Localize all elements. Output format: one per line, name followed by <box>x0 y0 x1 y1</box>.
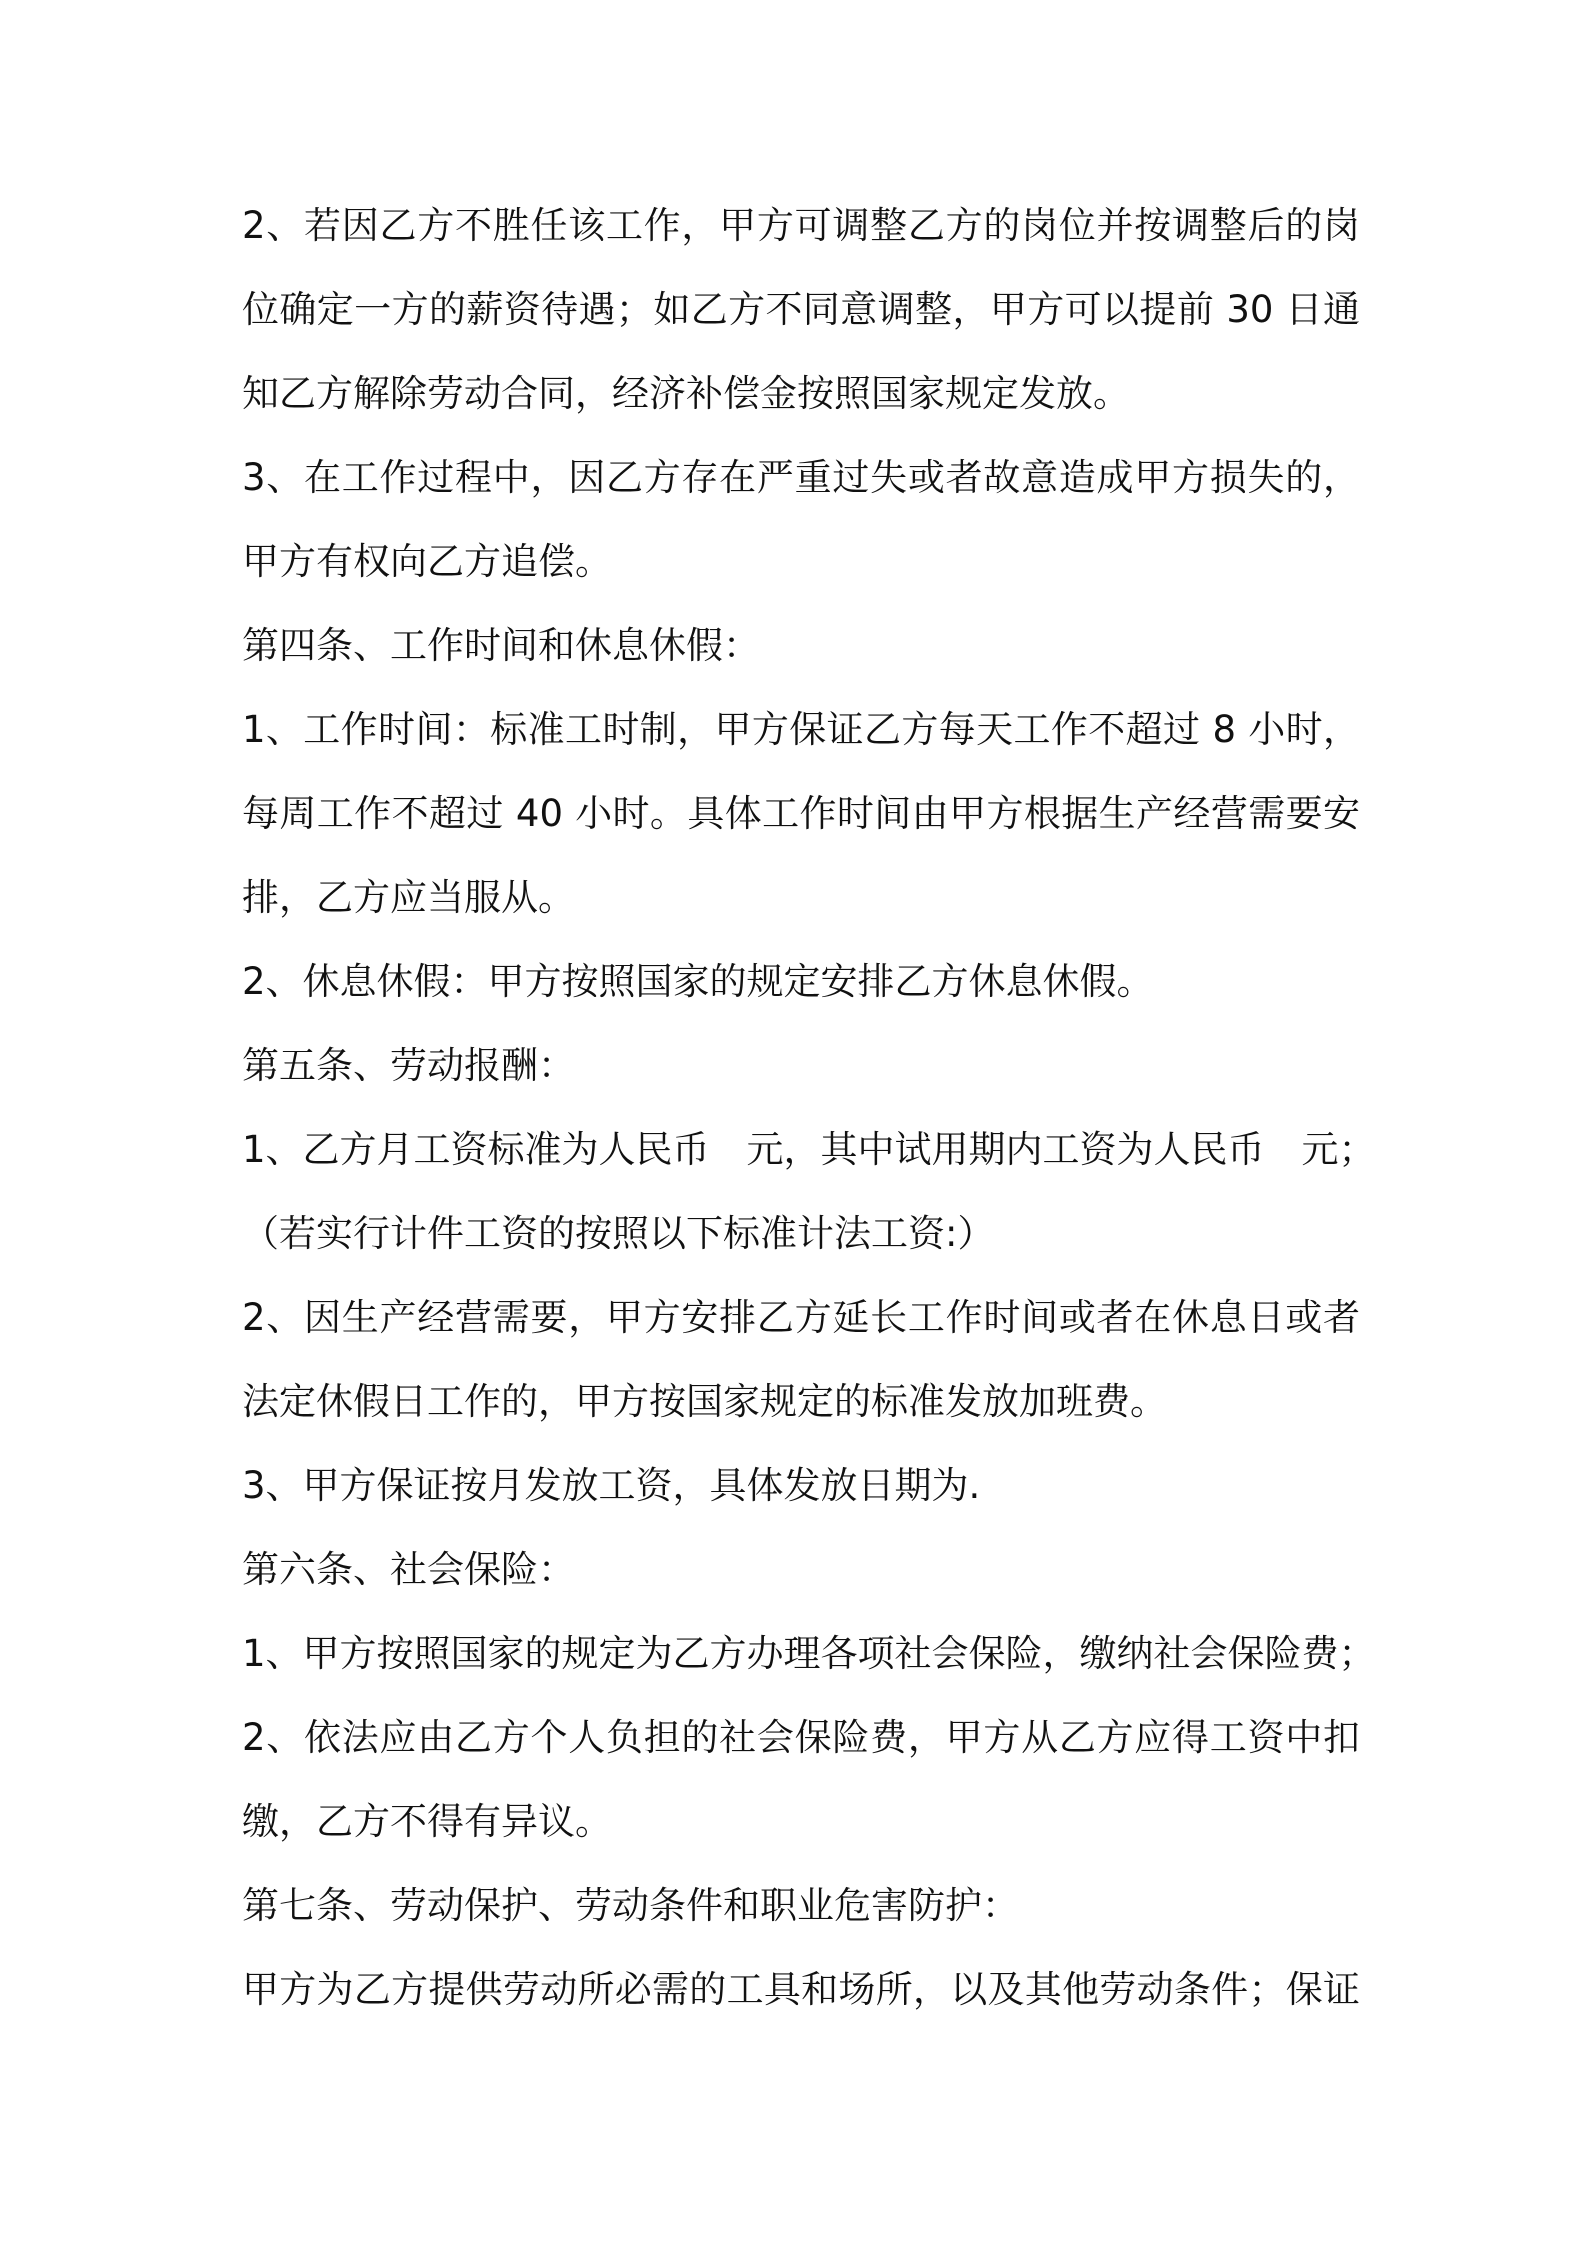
clause-line: 2、休息休假：甲方按照国家的规定安排乙方休息休假。 <box>242 960 1154 1003</box>
article-heading: 第七条、劳动保护、劳动条件和职业危害防护： <box>242 1884 1019 1927</box>
clause-line: 1、乙方月工资标准为人民币 元，其中试用期内工资为人民币 元； <box>242 1128 1376 1171</box>
article-heading: 第六条、社会保险： <box>242 1548 575 1591</box>
clause-line: 排，乙方应当服从。 <box>242 876 575 919</box>
clause-line: 1、甲方按照国家的规定为乙方办理各项社会保险，缴纳社会保险费； <box>242 1632 1376 1675</box>
clause-line: 甲方有权向乙方追偿。 <box>242 540 612 583</box>
article-heading: 第五条、劳动报酬： <box>242 1044 575 1087</box>
clause-line: 2、依法应由乙方个人负担的社会保险费，甲方从乙方应得工资中扣 <box>242 1716 1360 1759</box>
clause-line: 缴，乙方不得有异议。 <box>242 1800 612 1843</box>
clause-line: 知乙方解除劳动合同，经济补偿金按照国家规定发放。 <box>242 372 1130 415</box>
clause-line: 3、在工作过程中，因乙方存在严重过失或者故意造成甲方损失的， <box>242 456 1360 499</box>
clause-line: 2、若因乙方不胜任该工作，甲方可调整乙方的岗位并按调整后的岗 <box>242 204 1360 247</box>
clause-line: 1、工作时间：标准工时制，甲方保证乙方每天工作不超过 8 小时， <box>242 708 1360 751</box>
clause-line: 位确定一方的薪资待遇；如乙方不同意调整，甲方可以提前 30 日通 <box>242 288 1360 331</box>
clause-line: 甲方为乙方提供劳动所必需的工具和场所，以及其他劳动条件；保证 <box>242 1968 1360 2011</box>
clause-line: （若实行计件工资的按照以下标准计法工资:） <box>242 1212 995 1255</box>
document-body <box>242 184 1376 2032</box>
clause-line: 法定休假日工作的，甲方按国家规定的标准发放加班费。 <box>242 1380 1167 1423</box>
clause-line: 2、因生产经营需要，甲方安排乙方延长工作时间或者在休息日或者 <box>242 1296 1360 1339</box>
clause-line: 每周工作不超过 40 小时。具体工作时间由甲方根据生产经营需要安 <box>242 792 1360 835</box>
article-heading: 第四条、工作时间和休息休假： <box>242 624 760 667</box>
clause-line: 3、甲方保证按月发放工资，具体发放日期为. <box>242 1464 981 1507</box>
